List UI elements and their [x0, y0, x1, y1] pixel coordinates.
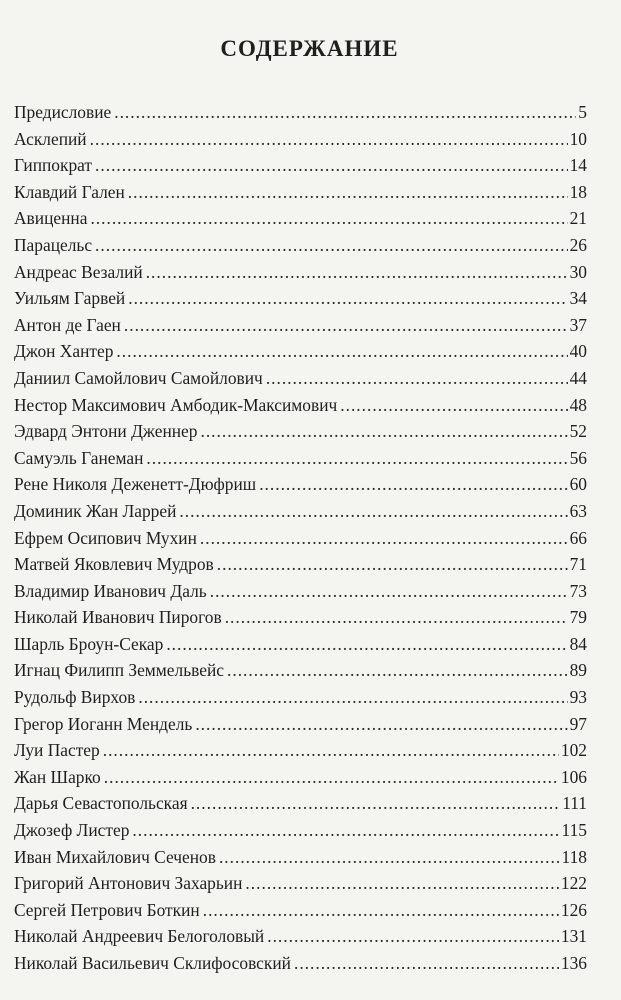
toc-entry-page-number: 44 [569, 367, 587, 388]
toc-entry [14, 604, 587, 631]
toc-leader-dots [210, 578, 568, 605]
toc-entry-name: Сергей Петрович Боткин [14, 899, 200, 920]
toc-entry-name: Грегор Иоганн Мендель [14, 713, 193, 734]
toc-entry-name: Авиценна [14, 208, 88, 229]
toc-entry [14, 445, 587, 472]
toc-entry-name: Дарья Севастопольская [14, 793, 188, 814]
toc-entry [14, 657, 587, 684]
toc-leader-dots [219, 844, 560, 871]
toc-entry-page-number: 102 [560, 740, 587, 761]
toc-entry-page-number: 56 [569, 447, 587, 468]
toc-leader-dots [225, 604, 568, 631]
toc-entry [14, 790, 587, 817]
toc-entry [14, 232, 587, 259]
toc-leader-dots [200, 418, 567, 445]
toc-leader-dots [90, 205, 567, 232]
toc-entry-name: Нестор Максимович Амбодик-Максимович [14, 394, 338, 415]
toc-entry-name: Николай Андреевич Белоголовый [14, 926, 265, 947]
toc-entry-page-number: 118 [561, 846, 587, 867]
toc-entry [14, 844, 587, 871]
toc-entry-name: Владимир Иванович Даль [14, 580, 207, 601]
toc-leader-dots [90, 126, 568, 153]
toc-entry-name: Игнац Филипп Земмельвейс [14, 660, 224, 681]
toc-leader-dots [116, 338, 567, 365]
toc-entry-page-number: 52 [569, 421, 587, 442]
toc-entry-page-number: 37 [569, 314, 587, 335]
toc-leader-dots [267, 923, 559, 950]
toc-entry [14, 152, 587, 179]
toc-leader-dots [340, 392, 567, 419]
toc-entry-name: Рудольф Вирхов [14, 687, 136, 708]
toc-entry [14, 99, 587, 126]
toc-entry [14, 923, 587, 950]
toc-entry-page-number: 48 [569, 394, 587, 415]
toc-entry-page-number: 34 [569, 288, 587, 309]
toc-entry [14, 418, 587, 445]
toc-entry-name: Жан Шарко [14, 766, 101, 787]
toc-leader-dots [128, 285, 567, 312]
toc-entry-page-number: 21 [569, 208, 587, 229]
toc-leader-dots [259, 471, 567, 498]
toc-entry [14, 338, 587, 365]
toc-entry [14, 179, 587, 206]
toc-leader-dots [191, 790, 561, 817]
toc-leader-dots [114, 99, 576, 126]
toc-leader-dots [266, 365, 568, 392]
toc-entry [14, 950, 587, 977]
toc-leader-dots [179, 498, 567, 525]
toc-entry-name: Гиппократ [14, 155, 93, 176]
toc-entry [14, 126, 587, 153]
toc-leader-dots [103, 737, 559, 764]
toc-entry-name: Клавдий Гален [14, 181, 125, 202]
toc-entry-name: Предисловие [14, 102, 112, 122]
toc-entry-page-number: 126 [560, 899, 587, 920]
toc-entry-name: Матвей Яковлевич Мудров [14, 554, 214, 575]
toc-leader-dots [124, 312, 568, 339]
toc-entry-name: Парацельс [14, 234, 93, 255]
toc-entry [14, 312, 587, 339]
page-title: СОДЕРЖАНИЕ [220, 36, 399, 61]
toc-leader-dots [200, 525, 568, 552]
toc-entry-page-number: 115 [561, 820, 587, 841]
toc-entry [14, 259, 587, 286]
toc-entry-name: Джозеф Листер [14, 820, 130, 841]
table-of-contents [14, 99, 587, 977]
toc-entry-page-number: 60 [569, 474, 587, 495]
toc-entry-name: Николай Иванович Пирогов [14, 607, 222, 628]
toc-leader-dots [146, 259, 568, 286]
toc-entry [14, 578, 587, 605]
toc-entry [14, 471, 587, 498]
toc-entry-name: Эдвард Энтони Дженнер [14, 421, 198, 442]
toc-leader-dots [227, 657, 568, 684]
toc-leader-dots [95, 232, 568, 259]
toc-leader-dots [294, 950, 559, 977]
toc-leader-dots [195, 711, 567, 738]
toc-entry-page-number: 122 [560, 873, 587, 894]
toc-entry [14, 551, 587, 578]
toc-entry [14, 285, 587, 312]
toc-entry [14, 817, 587, 844]
toc-entry-name: Даниил Самойлович Самойлович [14, 367, 263, 388]
toc-entry-name: Луи Пастер [14, 740, 100, 761]
toc-entry [14, 897, 587, 924]
toc-entry-page-number: 30 [569, 261, 587, 282]
toc-entry-name: Антон де Гаен [14, 314, 121, 335]
toc-entry [14, 205, 587, 232]
toc-entry-name: Шарль Броун-Секар [14, 633, 164, 654]
toc-entry [14, 498, 587, 525]
toc-entry-page-number: 84 [569, 633, 587, 654]
toc-entry [14, 392, 587, 419]
toc-entry-name: Рене Николя Деженетт-Дюфриш [14, 474, 257, 495]
toc-leader-dots [166, 631, 567, 658]
toc-entry [14, 737, 587, 764]
toc-entry-name: Иван Михайлович Сеченов [14, 846, 216, 867]
toc-entry-page-number: 18 [569, 181, 587, 202]
toc-entry-name: Уильям Гарвей [14, 288, 126, 309]
toc-entry-page-number: 10 [569, 128, 587, 149]
toc-entry-name: Андреас Везалий [14, 261, 143, 282]
toc-entry-page-number: 106 [560, 766, 587, 787]
toc-entry-page-number: 14 [569, 155, 587, 176]
toc-leader-dots [245, 870, 558, 897]
toc-entry-page-number: 40 [569, 341, 587, 362]
toc-leader-dots [146, 445, 567, 472]
toc-entry-page-number: 73 [569, 580, 587, 601]
toc-entry [14, 365, 587, 392]
toc-entry-name: Джон Хантер [14, 341, 114, 362]
toc-entry-page-number: 131 [560, 926, 587, 947]
toc-leader-dots [132, 817, 559, 844]
toc-leader-dots [138, 684, 567, 711]
toc-leader-dots [95, 152, 568, 179]
toc-entry [14, 711, 587, 738]
toc-entry-page-number: 97 [569, 713, 587, 734]
toc-leader-dots [104, 764, 559, 791]
toc-leader-dots [203, 897, 559, 924]
toc-entry-page-number: 89 [569, 660, 587, 681]
toc-entry-page-number: 111 [562, 793, 587, 814]
toc-entry-page-number: 79 [569, 607, 587, 628]
toc-entry-page-number: 93 [569, 687, 587, 708]
toc-entry-page-number: 71 [569, 554, 587, 575]
toc-entry-page-number: 5 [578, 102, 587, 122]
toc-entry [14, 631, 587, 658]
toc-entry [14, 764, 587, 791]
toc-entry [14, 870, 587, 897]
toc-entry-page-number: 26 [569, 234, 587, 255]
toc-entry-name: Григорий Антонович Захарьин [14, 873, 243, 894]
toc-entry-page-number: 63 [569, 500, 587, 521]
toc-entry-name: Асклепий [14, 128, 87, 149]
toc-entry [14, 525, 587, 552]
toc-entry-page-number: 66 [569, 527, 587, 548]
toc-leader-dots [128, 179, 568, 206]
toc-leader-dots [217, 551, 568, 578]
toc-entry-name: Самуэль Ганеман [14, 447, 144, 468]
toc-entry-name: Николай Васильевич Склифосовский [14, 953, 291, 973]
toc-entry-name: Ефрем Осипович Мухин [14, 527, 197, 548]
toc-entry-name: Доминик Жан Ларрей [14, 500, 177, 521]
toc-entry-page-number: 136 [560, 953, 587, 973]
toc-entry [14, 684, 587, 711]
